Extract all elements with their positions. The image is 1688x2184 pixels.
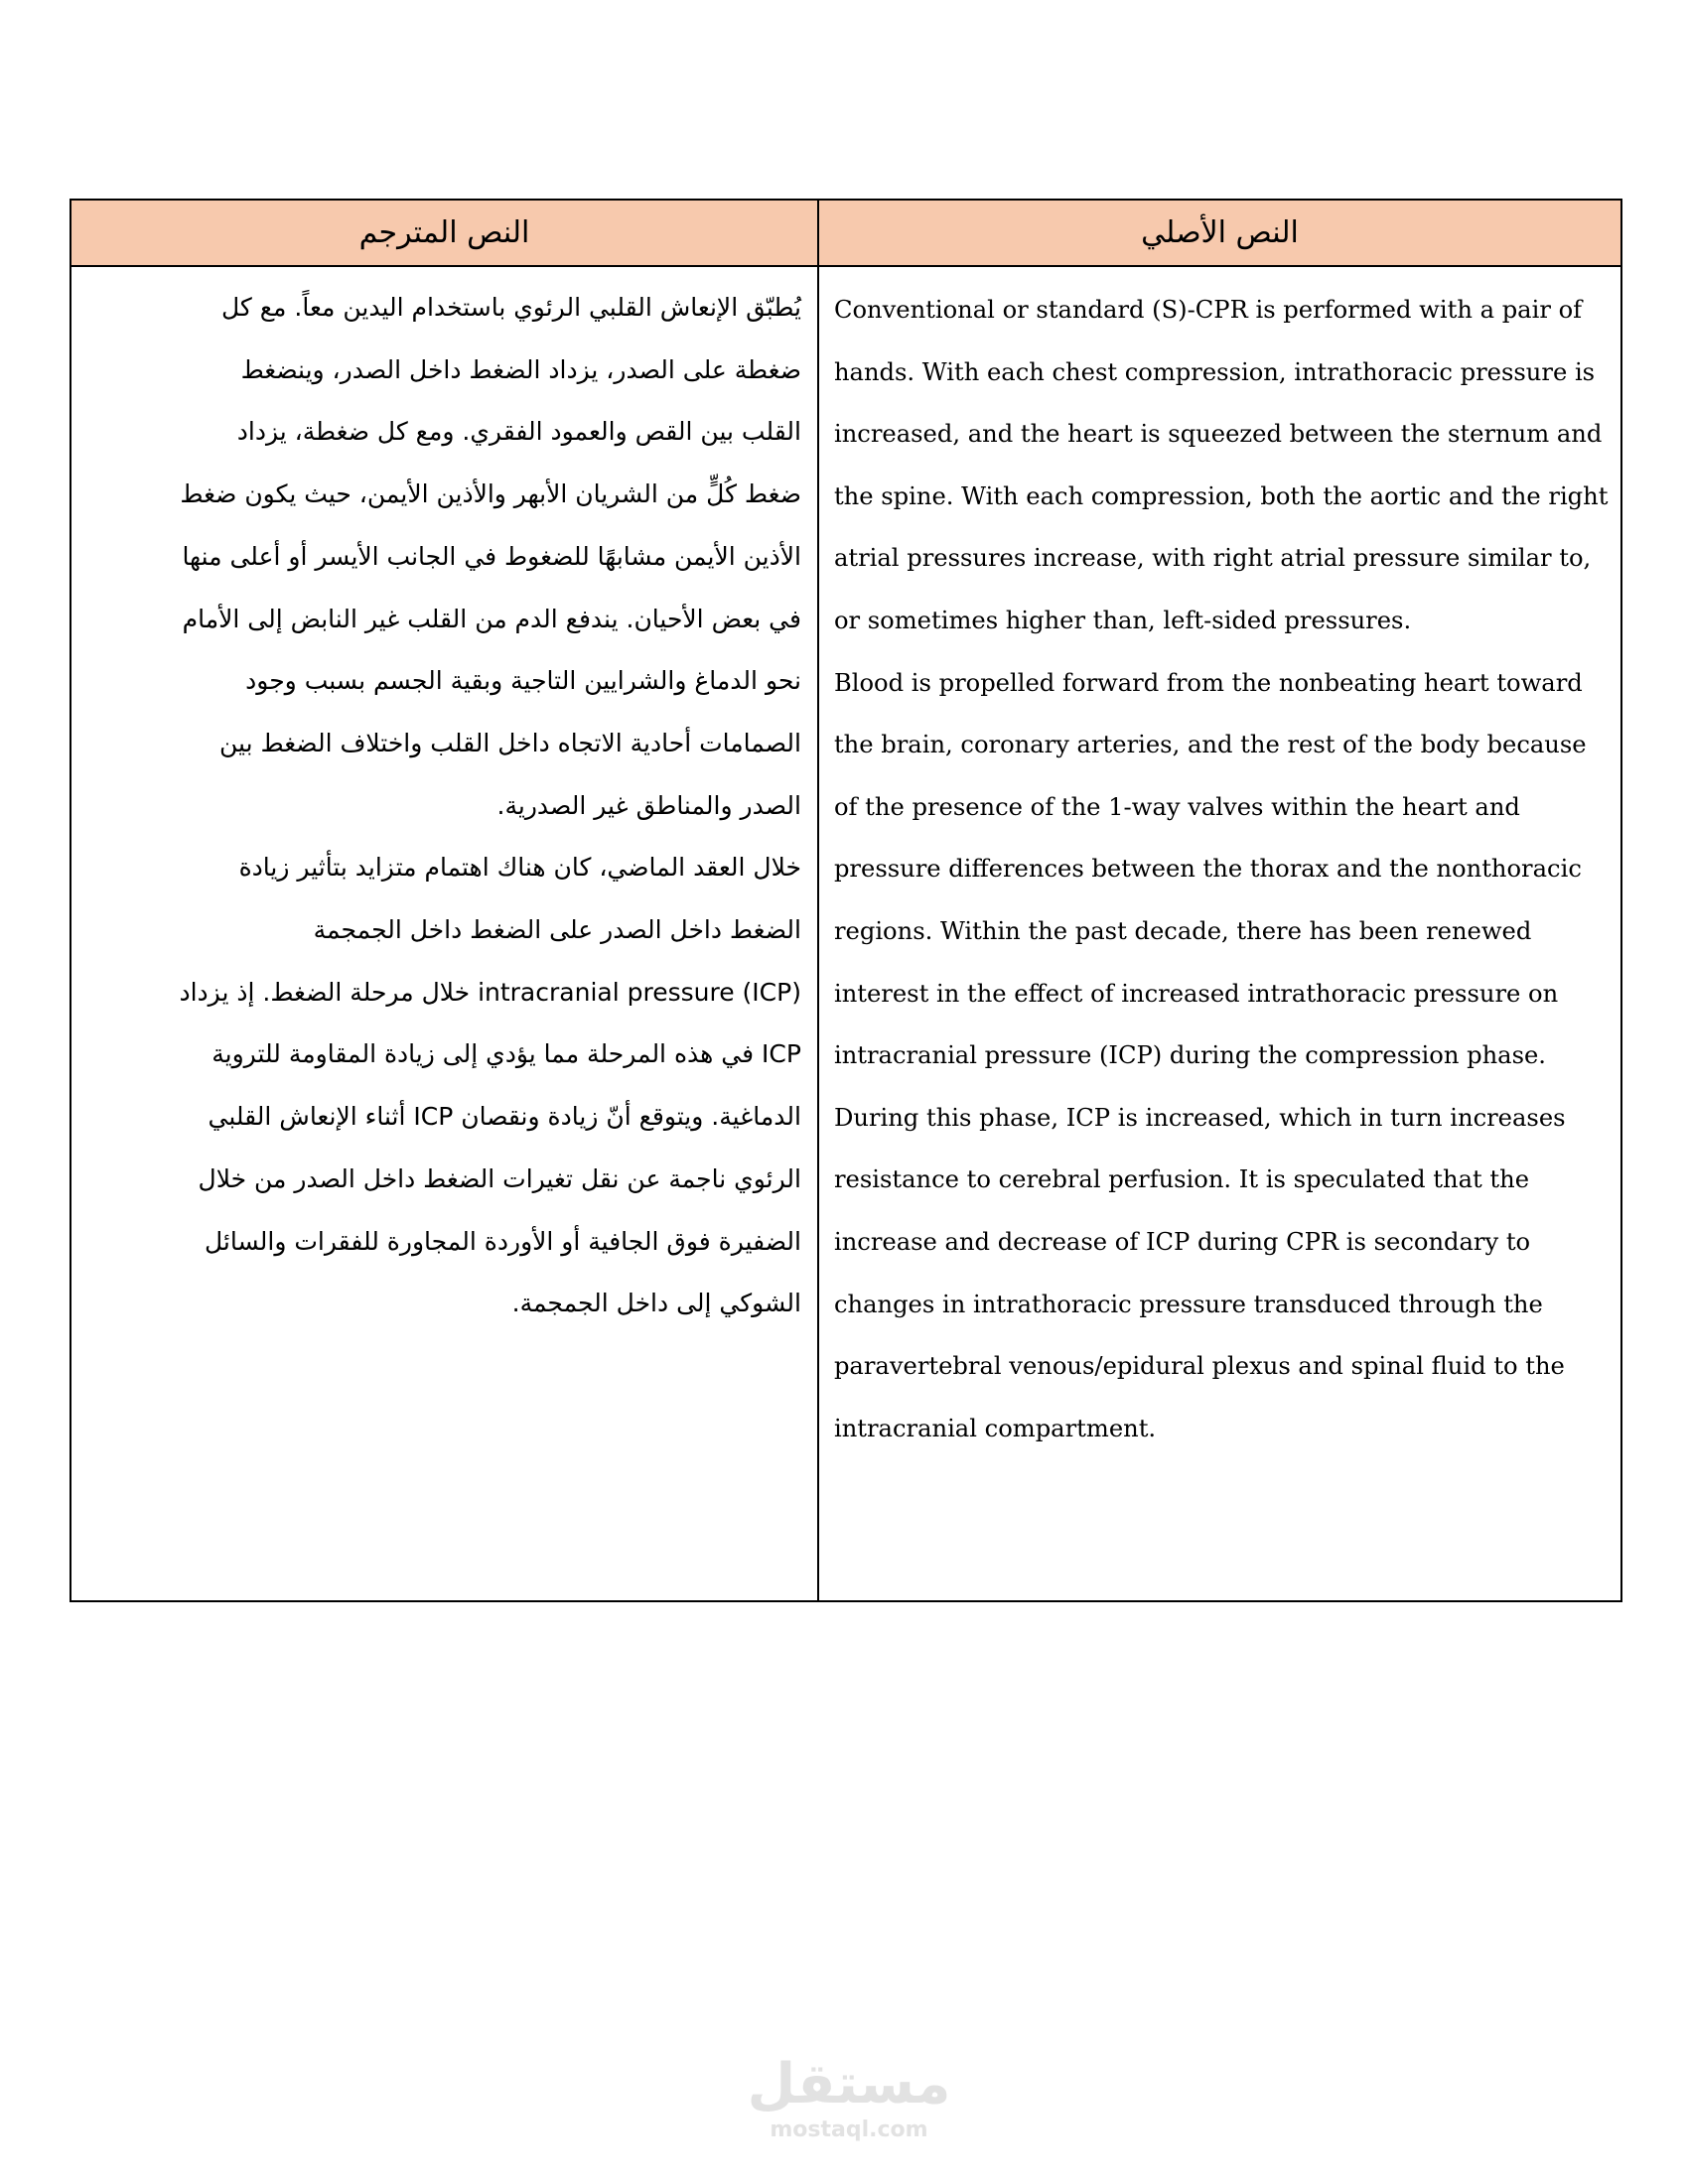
translated-text-lines — [105, 277, 801, 1335]
original-text-cell — [818, 266, 1621, 1601]
original-paragraph-2: Blood is propelled forward from the nonbeating heart toward the brain, coronary arteries, and the rest of the body because of the presence of the 1-way valves within the heart and pressure differences between the thorax and the nonthoracic regions. Within the past decade, there has been renewed interest in the effect of increased intrathoracic pressure on intracranial pressure (ICP) during the compression phase. During this phase, ICP is increased, which in turn increases resistance to cerebral perfusion. It is speculated that the increase and decrease of ICP during CPR is secondary to changes in intrathoracic pressure transduced through the paravertebral venous/epidural plexus and spinal fluid to the intracranial compartment. — [833, 668, 1587, 1442]
watermark-url: mostaql.com — [770, 2117, 928, 2142]
translated-line: ضغط كُلٍّ من الشريان الأبهر والأذين الأيمن، حيث يكون ضغط — [180, 479, 801, 509]
translated-line: الشوكي إلى داخل الجمجمة. — [511, 1289, 801, 1318]
table-body-row — [70, 266, 1621, 1601]
translated-line: القلب بين القص والعمود الفقري. ومع كل ضغطة، يزداد — [236, 417, 801, 447]
translated-text-header: النص المترجم — [70, 200, 818, 266]
translated-line: في بعض الأحيان. يندفع الدم من القلب غير النابض إلى الأمام — [182, 604, 801, 633]
translated-line: الرئوي ناجمة عن نقل تغيرات الضغط داخل الصدر من خلال — [198, 1163, 801, 1193]
translated-line: ICP في هذه المرحلة مما يؤدي إلى زيادة المقاومة للتروية — [211, 1039, 801, 1069]
translated-line: الأذين الأيمن مشابهًا للضغوط في الجانب الأيسر أو أعلى منها — [182, 541, 801, 571]
original-paragraph-1: Conventional or standard (S)-CPR is performed with a pair of hands. With each chest compression, intrathoracic pressure is increased, and the heart is squeezed between the sternum and the spine. With each compression, both the aortic and the right atrial pressures increase, with right atrial pressure similar to, or sometimes higher than, left-sided pressures. — [833, 296, 1609, 634]
translated-line: ضغطة على الصدر، يزداد الضغط داخل الصدر، وينضغط — [240, 354, 801, 384]
translation-table — [70, 199, 1622, 1602]
translated-line: الضغط داخل الصدر على الضغط داخل الجمجمة — [313, 915, 801, 945]
translated-line: intracranial pressure (ICP) خلال مرحلة الضغط. إذ يزداد — [179, 977, 801, 1007]
mostaql-watermark — [741, 2053, 957, 2144]
original-text-header: النص الأصلي — [818, 200, 1621, 266]
translated-line: نحو الدماغ والشرايين التاجية وبقية الجسم بسبب وجود — [245, 666, 801, 696]
translated-line: يُطبّق الإنعاش القلبي الرئوي باستخدام اليدين معاً. مع كل — [220, 293, 801, 322]
translated-line: الدماغية. ويتوقع أنّ زيادة ونقصان ICP أثناء الإنعاش القلبي — [208, 1102, 801, 1132]
translated-line: خلال العقد الماضي، كان هناك اهتمام متزايد بتأثير زيادة — [238, 853, 801, 883]
translated-line: الضفيرة فوق الجافية أو الأوردة المجاورة للفقرات والسائل — [205, 1226, 801, 1256]
watermark-arabic-logo: مستقل — [747, 2052, 951, 2116]
translated-line: الصمامات أحادية الاتجاه داخل القلب واختلاف الضغط بين — [219, 728, 801, 757]
table-header-row — [70, 200, 1621, 266]
translated-text-cell — [70, 266, 818, 1601]
translated-line: الصدر والمناطق غير الصدرية. — [496, 790, 801, 820]
